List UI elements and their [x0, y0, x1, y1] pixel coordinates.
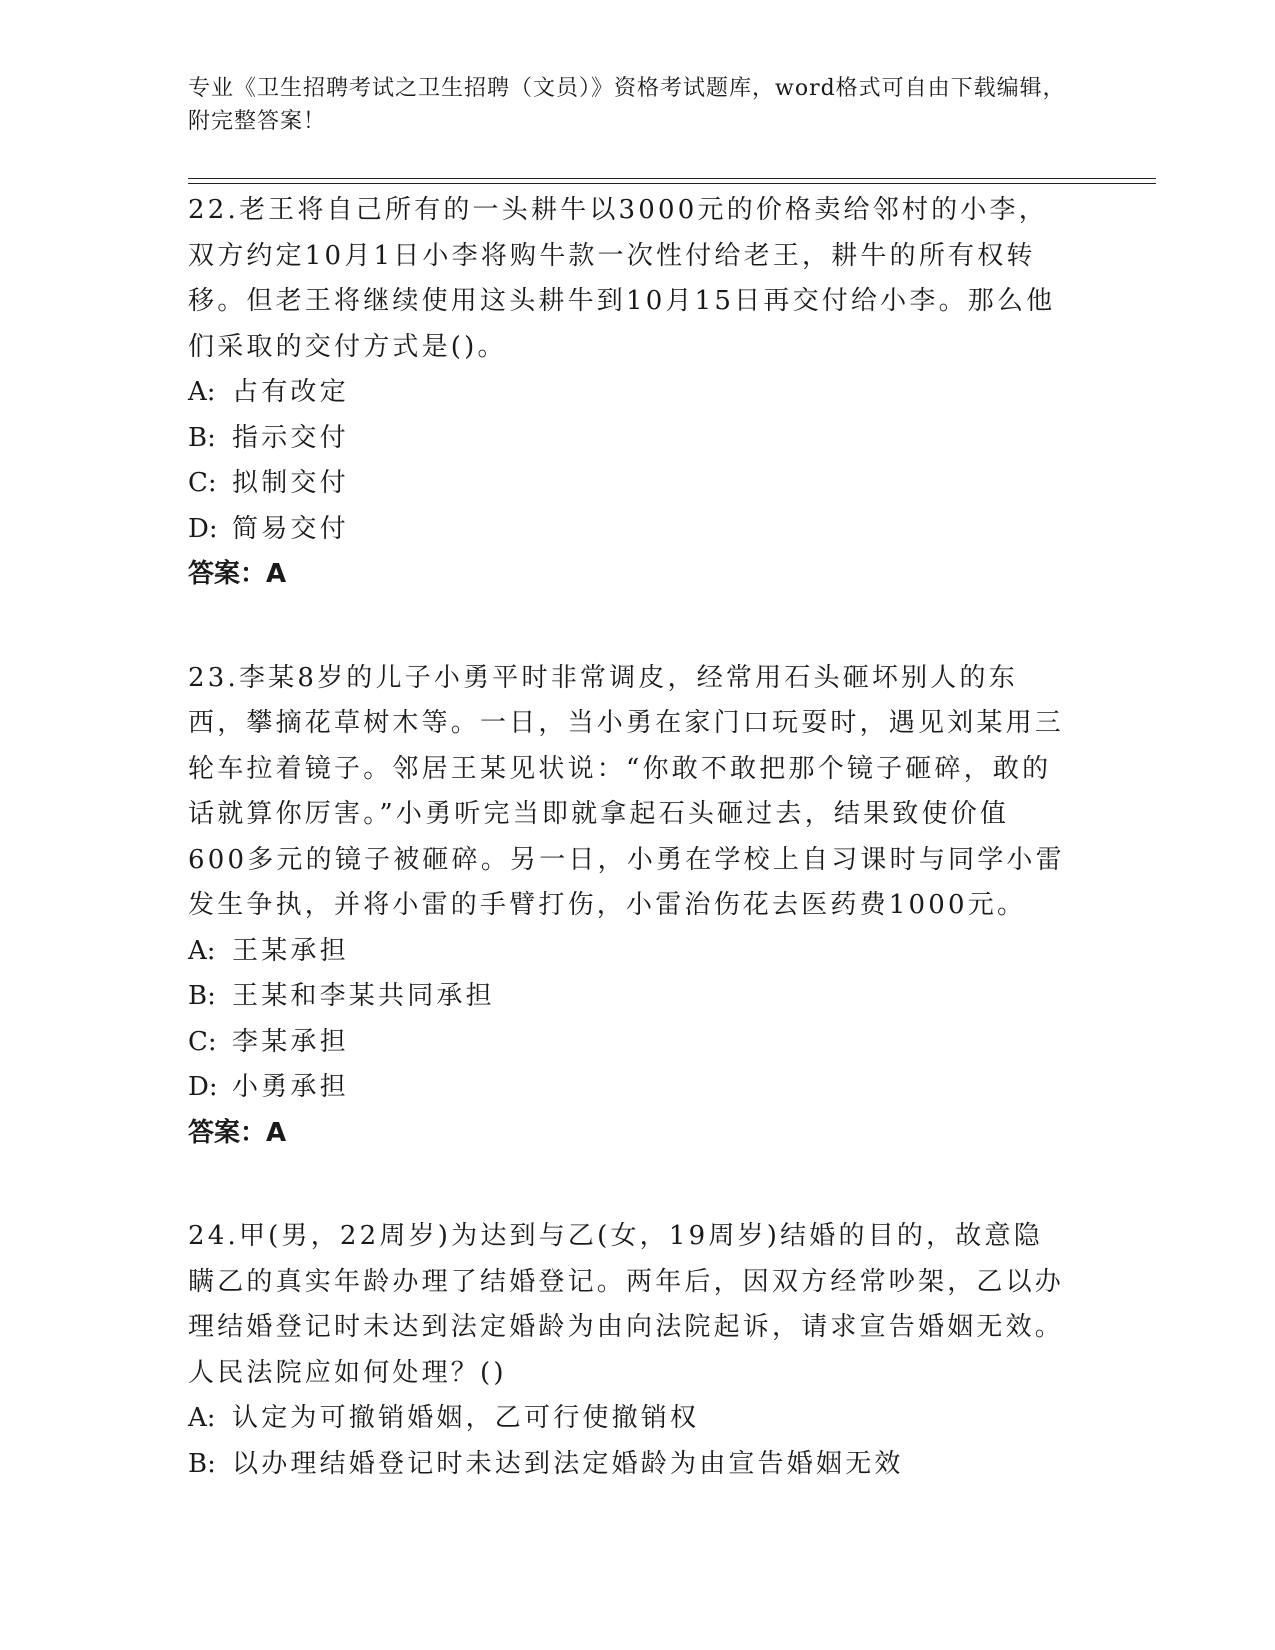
option-letter: D:: [188, 513, 218, 544]
option-letter: D:: [188, 1072, 218, 1102]
option-letter: B:: [188, 981, 216, 1011]
option-letter: A:: [188, 935, 216, 966]
option-b: [188, 416, 1068, 462]
option-text: 以办理结婚登记时未达到法定婚龄为由宣告婚姻无效: [232, 1448, 904, 1479]
option-c: [188, 461, 1068, 507]
option-letter: A:: [188, 1403, 216, 1433]
option-a: [188, 929, 1068, 975]
option-text: 简易交付: [232, 513, 349, 544]
option-letter: C:: [188, 1026, 217, 1057]
option-b: [188, 974, 1068, 1020]
answer-line: 答案：A: [188, 559, 287, 589]
question-23: [188, 656, 1068, 1157]
question-list: [188, 188, 1068, 1545]
header-text: 专业《卫生招聘考试之卫生招聘（文员）》资格考试题库，word格式可自由下载编辑，附完整答案！: [188, 76, 1066, 134]
option-text: 指示交付: [232, 422, 349, 453]
option-letter: B:: [188, 422, 216, 453]
header-divider-top: [188, 178, 1156, 179]
option-c: [188, 1020, 1068, 1066]
question-22: [188, 188, 1068, 598]
question-text: 24.甲(男，22周岁)为达到与乙(女，19周岁)结婚的目的，故意隐瞒乙的真实年龄办理了结婚登记。两年后，因双方经常吵架，乙以办理结婚登记时未达到法定婚龄为由向法院起诉，请求宣告婚姻无效。人民法院应如何处理？(): [188, 1221, 1065, 1388]
question-text: 23.李某8岁的儿子小勇平时非常调皮，经常用石头砸坏别人的东西，攀摘花草树木等。一日，当小勇在家门口玩耍时，遇见刘某用三轮车拉着镜子。邻居王某见状说：“你敢不敢把那个镜子砸碎，敢的话就算你厉害。”小勇听完当即就拿起石头砸过去，结果致使价值600多元的镜子被砸碎。另一日，小勇在学校上自习课时与同学小雷发生争执，并将小雷的手臂打伤，小雷治伤花去医药费1000元。: [188, 662, 1065, 920]
option-letter: A:: [188, 377, 216, 407]
option-b: [188, 1442, 1068, 1488]
option-text: 王某承担: [232, 935, 349, 966]
header-divider-bottom: [188, 183, 1156, 184]
option-text: 认定为可撤销婚姻，乙可行使撤销权: [232, 1403, 700, 1433]
option-d: [188, 507, 1068, 553]
option-letter: C:: [188, 468, 217, 498]
option-text: 李某承担: [232, 1026, 349, 1057]
option-text: 王某和李某共同承担: [232, 981, 495, 1011]
document-header: [188, 72, 1068, 138]
answer-line: 答案：A: [188, 1117, 287, 1148]
option-text: 占有改定: [232, 377, 349, 407]
option-letter: B:: [188, 1448, 216, 1479]
question-24: [188, 1214, 1068, 1487]
option-a: [188, 370, 1068, 416]
option-d: [188, 1065, 1068, 1111]
option-text: 拟制交付: [232, 468, 349, 498]
option-a: [188, 1396, 1068, 1442]
option-text: 小勇承担: [232, 1072, 349, 1102]
question-text: 22.老王将自己所有的一头耕牛以3000元的价格卖给邻村的小李，双方约定10月1日小李将购牛款一次性付给老王，耕牛的所有权转移。但老王将继续使用这头耕牛到10月15日再交付给小李。那么他们采取的交付方式是()。: [188, 195, 1056, 362]
